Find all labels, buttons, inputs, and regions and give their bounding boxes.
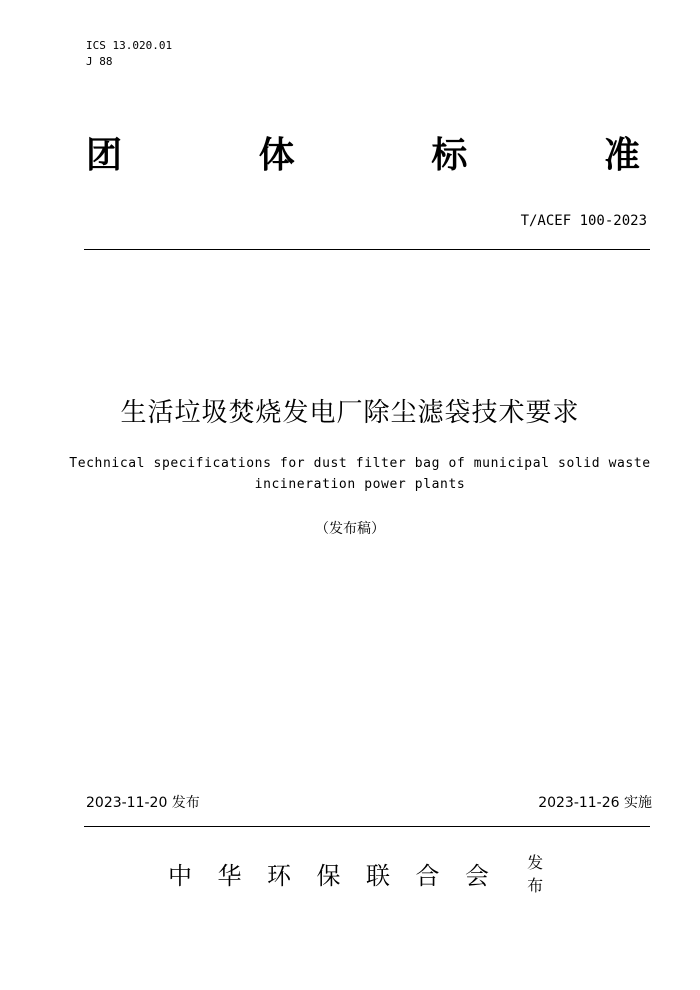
standard-type-char: 准 (603, 134, 640, 176)
standard-type-char: 体 (258, 134, 295, 176)
publisher-name (168, 856, 489, 891)
publisher-name-char: 中 (168, 861, 192, 890)
publisher-line (168, 853, 578, 895)
ics-code: ICS 13.020.01 (86, 39, 173, 52)
ccs-code: J 88 (86, 55, 113, 68)
draft-status: （发布稿） (315, 521, 385, 537)
title-chinese: 生活垃圾焚烧发电厂除尘滤袋技术要求 (120, 398, 580, 428)
standard-type-char: 标 (431, 134, 468, 176)
bottom-divider (84, 826, 650, 827)
publish-date: 2023-11-20 发布 (86, 795, 200, 811)
publisher-name-char: 合 (415, 861, 440, 890)
publisher-name-char: 联 (366, 861, 390, 890)
classification-codes (86, 38, 172, 70)
publisher-name-char: 会 (465, 861, 489, 890)
title-english: Technical specifications for dust filter bag of municipal solid waste incineration power plants (69, 456, 651, 492)
publisher-suffix: 发布 (527, 853, 554, 895)
top-divider (84, 249, 650, 250)
standard-type-heading (86, 130, 640, 174)
implementation-date: 2023-11-26 实施 (538, 795, 652, 811)
publisher-name-char: 环 (267, 861, 291, 890)
publisher-name-char: 保 (316, 861, 341, 890)
publisher-name-char: 华 (217, 861, 242, 890)
standard-type-char: 团 (86, 134, 123, 176)
standard-number: T/ACEF 100-2023 (520, 213, 647, 229)
